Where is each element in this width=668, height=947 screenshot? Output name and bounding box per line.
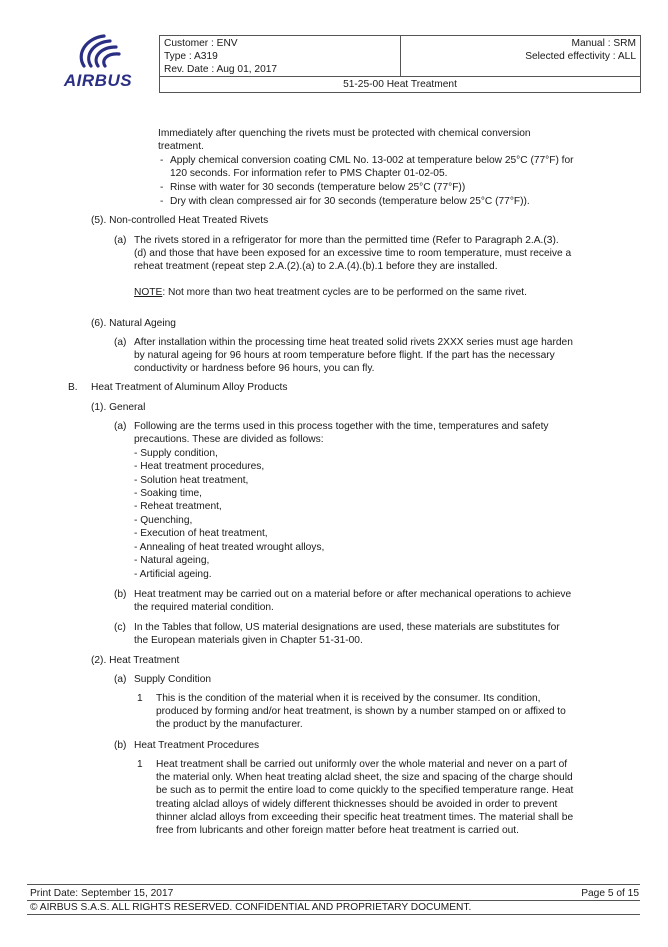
aircraft-type: Type : A319 [164,51,218,62]
section-6a-line-1: After installation within the processing time heat treated solid rivets 2XXX series must age harden [134,337,573,348]
section-5a-line-1: The rivets stored in a refrigerator for more than the permitted time (Refer to Paragraph 2.A.(3). [134,235,559,246]
header-customer-block [160,36,401,77]
section-2b1-line-6: free from lubricants and other foreign matter before heat treatment is carried out. [156,825,519,836]
bullet-dash: - [160,155,164,166]
section-2b1-line-3: be such as to permit the entire load to come quickly to the specified temperature range. Heat [156,785,574,796]
quench-bullet-2: Rinse with water for 30 seconds (temperature below 25°C (77°F)) [170,182,466,193]
term-item: - Execution of heat treatment, [134,528,268,539]
section-1b-line-2: the required material condition. [134,602,274,613]
section-2b1-line-1: Heat treatment shall be carried out uniformly over the whole material and never on a part of [156,759,568,770]
quench-intro-line-1: Immediately after quenching the rivets must be protected with chemical conversion [158,128,531,139]
term-item: - Artificial ageing. [134,569,212,580]
quench-bullet-1-line-1: Apply chemical conversion coating CML No. 13-002 at temperature below 25°C (77°F) for [170,155,574,166]
airbus-swirl-icon [74,32,122,72]
section-1a-label: (a) [114,421,127,432]
footer-rule-bottom [27,914,640,915]
section-1a-line-2: precautions. These are divided as follows: [134,434,324,445]
section-2b-title: Heat Treatment Procedures [134,740,260,751]
selected-effectivity: Selected effectivity : ALL [525,51,636,62]
footer-rule-top [27,884,640,885]
term-item: - Heat treatment procedures, [134,461,265,472]
term-item: - Natural ageing, [134,555,210,566]
term-item: - Reheat treatment, [134,501,222,512]
section-2b1-line-5: thinner alclad alloys from exceeding their specific heat treatment times. The material shall be [156,812,574,823]
section-1a-line-1: Following are the terms used in this process together with the time, temperatures and safety [134,421,549,432]
section-1b-label: (b) [114,589,127,600]
page-number: Page 5 of 15 [581,888,639,899]
header-manual-block [401,36,640,77]
quench-bullet-1-line-2: 120 seconds. For information refer to PMS Chapter 01-02-05. [170,168,448,179]
section-1c-line-2: the European materials given in Chapter 51-31-00. [134,635,363,646]
revision-date: Rev. Date : Aug 01, 2017 [164,64,278,75]
quench-bullet-3: Dry with clean compressed air for 30 seconds (temperature below 25°C (77°F)). [170,196,530,207]
section-2a1-line-2: produced by forming and/or heat treatment, is shown by a number stamped on or affixed to [156,706,566,717]
section-b-title: Heat Treatment of Aluminum Alloy Products [91,382,288,393]
term-item: - Soaking time, [134,488,202,499]
section-1-title: (1). General [91,402,146,413]
customer: Customer : ENV [164,38,238,49]
bullet-dash: - [160,196,164,207]
section-2a1-line-1: This is the condition of the material when it is received by the consumer. Its condition, [156,693,541,704]
note [134,286,527,299]
section-5a-line-2: (d) and those that have been exposed for an excessive time to room temperature, must receive a [134,248,572,259]
section-1c-line-1: In the Tables that follow, US material designations are used, these materials are substitutes for [134,622,560,633]
logo-text: AIRBUS [63,71,133,90]
section-2a-label: (a) [114,674,127,685]
section-6-title: (6). Natural Ageing [91,318,176,329]
section-2a-title: Supply Condition [134,674,212,685]
section-b-label: B. [68,382,78,393]
section-6a-line-3: conductivity or hardness before 96 hours, you can fly. [134,363,375,374]
copyright: © AIRBUS S.A.S. ALL RIGHTS RESERVED. CONFIDENTIAL AND PROPRIETARY DOCUMENT. [30,902,472,913]
section-1c-label: (c) [114,622,126,633]
section-6a-label: (a) [114,337,127,348]
section-5-title: (5). Non-controlled Heat Treated Rivets [91,215,269,226]
section-2-title: (2). Heat Treatment [91,655,180,666]
section-5a-line-3: reheat treatment (repeat step 2.A.(2).(a) to 2.A.(4).(b).1 before they are installed. [134,261,498,272]
term-item: - Solution heat treatment, [134,475,249,486]
note-text: : Not more than two heat treatment cycles are to be performed on the same rivet. [162,287,527,298]
note-label: NOTE [134,287,163,298]
section-2a1-line-3: the product by the manufacturer. [156,719,303,730]
section-2b-label: (b) [114,740,127,751]
section-2b1-line-4: treating alclad alloys of widely different thicknesses should be avoided in order to prevent [156,799,558,810]
section-1b-line-1: Heat treatment may be carried out on a material before or after mechanical operations to achieve [134,589,572,600]
term-item: - Quenching, [134,515,193,526]
airbus-logo [58,32,138,94]
section-5a-label: (a) [114,235,127,246]
section-2b1-number: 1 [137,759,143,770]
term-item: - Annealing of heat treated wrought alloys, [134,542,325,553]
section-title: 51-25-00 Heat Treatment [343,79,457,90]
print-date: Print Date: September 15, 2017 [30,888,174,899]
manual: Manual : SRM [571,38,636,49]
term-item: - Supply condition, [134,448,218,459]
section-2b1-line-2: the material only. When heat treating alclad sheet, the size and spacing of the charge should [156,772,573,783]
section-6a-line-2: by natural ageing for 96 hours at room temperature before flight. If the part has the necessary [134,350,555,361]
section-2a1-number: 1 [137,693,143,704]
header-box [159,35,641,93]
quench-intro-line-2: treatment. [158,141,204,152]
bullet-dash: - [160,182,164,193]
